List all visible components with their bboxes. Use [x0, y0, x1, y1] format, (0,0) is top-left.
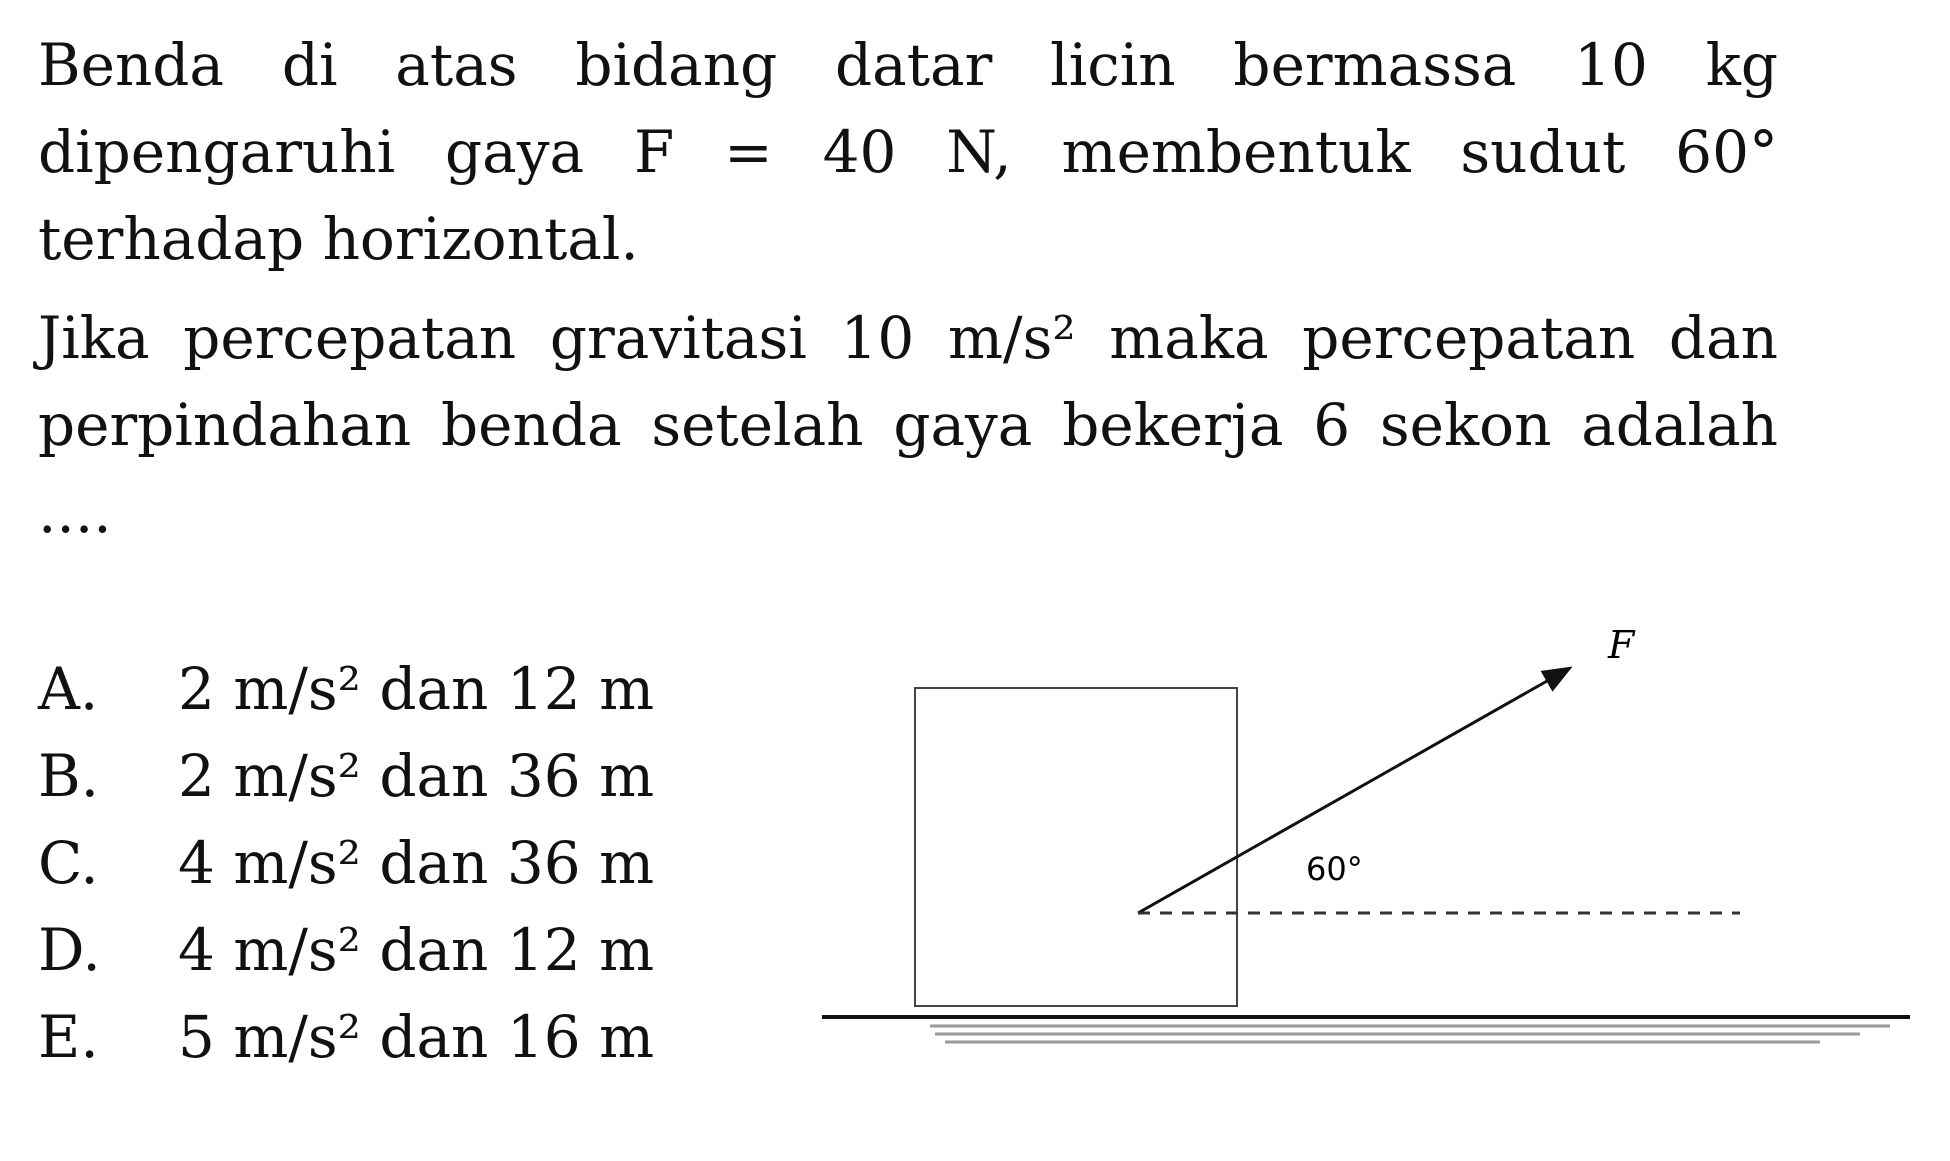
option-text: 2 m/s² dan 12 m: [178, 655, 655, 723]
option-letter: D.: [38, 916, 101, 984]
option-text: 4 m/s² dan 12 m: [178, 916, 655, 984]
option-text: 2 m/s² dan 36 m: [178, 742, 655, 810]
force-label: F: [1608, 623, 1635, 667]
question-paragraph-2: Jika percepatan gravitasi 10 m/s² maka percepatan dan perpindahan benda setelah gaya bekerja 6 sekon adalah ....: [38, 304, 1778, 546]
angle-label: 60°: [1306, 850, 1363, 888]
option-letter: A.: [38, 655, 99, 723]
ground-hatching: [930, 1026, 1890, 1042]
option-letter: B.: [38, 742, 100, 810]
block: [915, 688, 1237, 1006]
question-paragraph-1: Benda di atas bidang datar licin bermassa 10 kg dipengaruhi gaya F = 40 N, membentuk sudut 60° terhadap horizontal.: [38, 31, 1778, 273]
option-letter: E.: [38, 1003, 99, 1071]
option-text: 5 m/s² dan 16 m: [178, 1003, 655, 1071]
option-letter: C.: [38, 829, 99, 897]
option-text: 4 m/s² dan 36 m: [178, 829, 655, 897]
